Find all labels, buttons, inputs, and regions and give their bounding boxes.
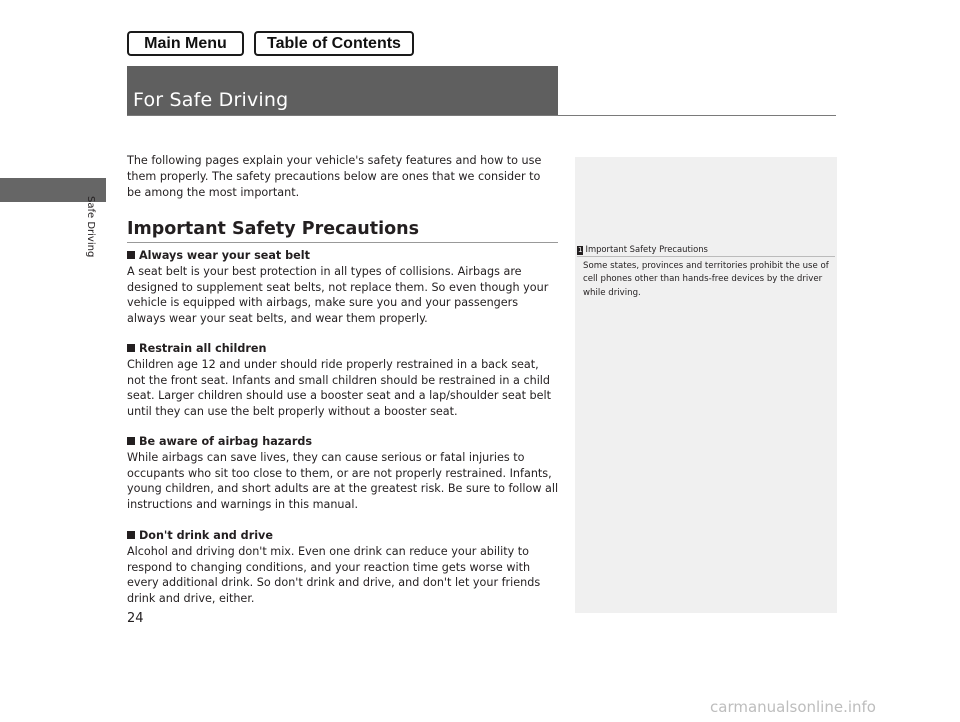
page-number: 24: [127, 611, 144, 626]
precaution-body: While airbags can save lives, they can cause serious or fatal injuries to occupants who sit too close to them, or are not properly restrained. Infants, young children, and short adults are at the greatest risk. Be sure to follow all instructions and warnings in this manual.: [127, 451, 559, 511]
chapter-label: Safe Driving: [85, 196, 96, 258]
precaution-body: A seat belt is your best protection in all types of collisions. Airbags are designed to supplement seat belts, not replace them. So even though your vehicle is equipped with airbags, make sure you and your passengers always wear your seat belts, and wear them properly.: [127, 265, 549, 325]
precaution-children: [127, 341, 559, 419]
page-title: For Safe Driving: [133, 89, 289, 111]
heading-divider: [127, 242, 558, 243]
bullet-square-icon: [127, 531, 135, 539]
main-menu-button[interactable]: Main Menu: [127, 31, 244, 56]
side-note-header: [577, 244, 835, 255]
precaution-drinking: [127, 528, 559, 606]
side-note-text: Some states, provinces and territories prohibit the use of cell phones other than hands-free devices by the driver while driving.: [583, 261, 829, 298]
section-heading: Important Safety Precautions: [127, 219, 420, 239]
bullet-square-icon: [127, 437, 135, 445]
note-marker-icon: 1: [578, 246, 583, 254]
table-of-contents-button[interactable]: Table of Contents: [254, 31, 414, 56]
precaution-body: Alcohol and driving don't mix. Even one drink can reduce your ability to respond to changing conditions, and your reaction time gets worse with every additional drink. So don't drink and drive, and don't let your friends drink and drive, either.: [127, 545, 541, 605]
precaution-body: Children age 12 and under should ride properly restrained in a back seat, not the front seat. Infants and small children should be restrained in a child seat. Larger children should use a booster seat and a lap/shoulder seat belt until they can use the belt properly without a booster seat.: [127, 358, 552, 418]
bullet-square-icon: [127, 251, 135, 259]
side-note-panel: [575, 157, 837, 613]
precaution-title: Be aware of airbag hazards: [139, 435, 313, 448]
bullet-square-icon: [127, 344, 135, 352]
precaution-title: Restrain all children: [139, 342, 267, 355]
side-note-title: Important Safety Precautions: [585, 244, 708, 254]
precaution-airbags: [127, 434, 559, 512]
precaution-seat-belt: [127, 248, 559, 326]
precaution-title: Don't drink and drive: [139, 529, 273, 542]
page-title-band: [127, 66, 558, 115]
side-note-divider: [577, 256, 835, 257]
intro-paragraph: The following pages explain your vehicle's safety features and how to use them properly. The safety precautions below are ones that we consider to be among the most important.: [127, 154, 542, 200]
watermark: carmanualsonline.info: [710, 698, 876, 716]
title-divider: [127, 115, 836, 116]
precaution-title: Always wear your seat belt: [139, 249, 310, 262]
